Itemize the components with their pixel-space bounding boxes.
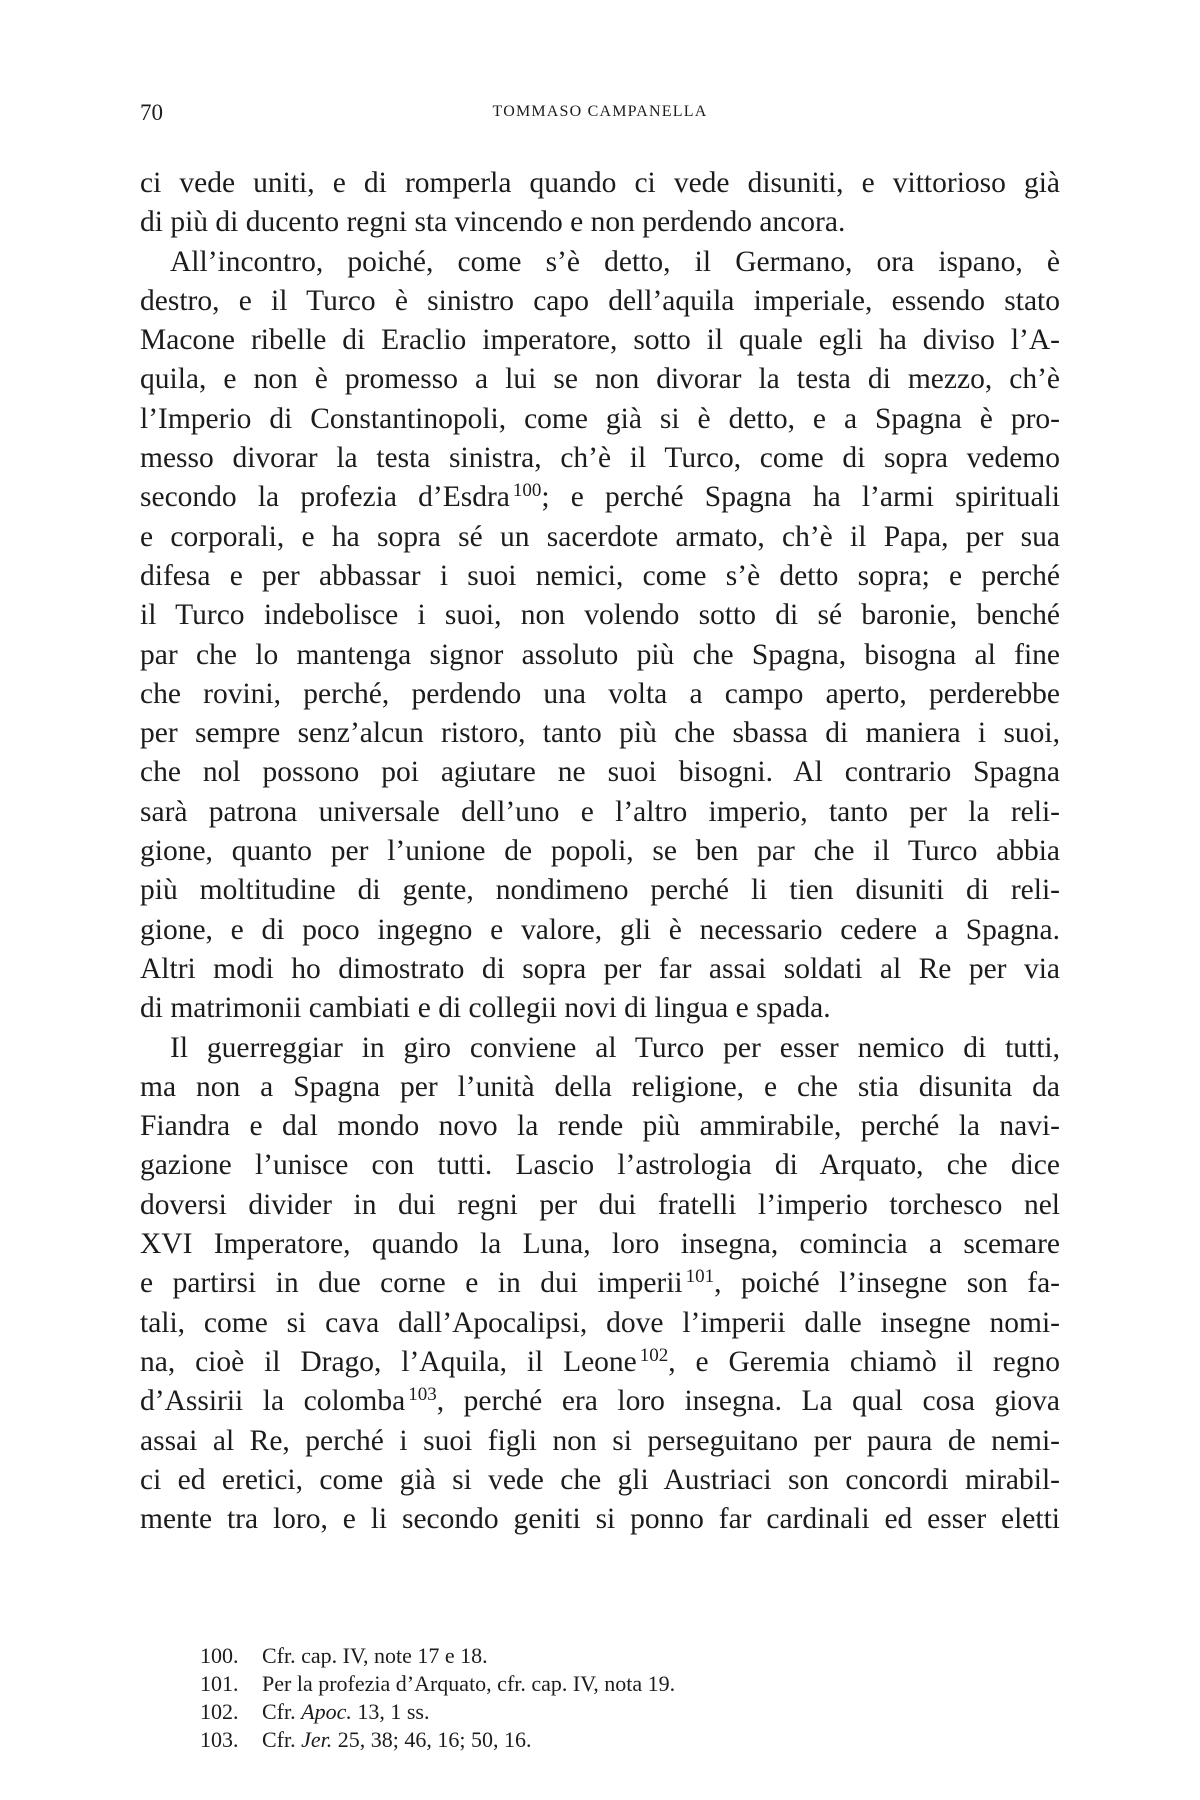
text-line: ma non a Spagna per l’unità della religione, e che stia disunita da xyxy=(140,1070,1060,1103)
footnote-text: Cfr. cap. IV, note 17 e 18. xyxy=(262,1643,488,1668)
footnote-number: 100. xyxy=(200,1643,239,1668)
text-segment: na, cioè il Drago, l’Aquila, il Leone xyxy=(140,1345,637,1378)
text-line: Macone ribelle di Eraclio imperatore, sotto il quale egli ha diviso l’A- xyxy=(140,324,1060,357)
page-number: 70 xyxy=(140,100,163,125)
text-line: ci vede uniti, e di romperla quando ci vede disuniti, e vittorioso già xyxy=(140,167,1060,199)
text-line: XVI Imperatore, quando la Luna, loro insegna, comincia a scemare xyxy=(140,1228,1060,1261)
footnote xyxy=(200,1726,1060,1754)
text-line: che rovini, perché, perdendo una volta a campo aperto, perderebbe xyxy=(140,677,1060,710)
footnote xyxy=(200,1642,1060,1670)
footnote-text: Per la profezia d’Arquato, cfr. cap. IV, nota 19. xyxy=(262,1671,676,1696)
text-line: che nol possono poi agiutare ne suoi bisogni. Al contrario Spagna xyxy=(140,756,1060,789)
text-segment: ; e perché Spagna ha l’armi spirituali xyxy=(541,481,1060,514)
text-line: assai al Re, perché i suoi figli non si perseguitano per paura de nemi- xyxy=(140,1424,1060,1457)
text-segment: , perché era loro insegna. La qual cosa giova xyxy=(436,1385,1061,1418)
text-line: All’incontro, poiché, come s’è detto, il Germano, ora ispano, è xyxy=(170,245,1060,278)
text-line: gione, e di poco ingegno e valore, gli è necessario cedere a Spagna. xyxy=(140,913,1060,946)
text-line: ci ed eretici, come già si vede che gli Austriaci son concordi mirabil- xyxy=(140,1463,1060,1496)
footnote-number: 103. xyxy=(200,1727,239,1752)
text-line: e corporali, e ha sopra sé un sacerdote armato, ch’è il Papa, per sua xyxy=(140,520,1060,553)
text-line: gione, quanto per l’unione de popoli, se ben par che il Turco abbia xyxy=(140,835,1060,868)
text-line: Il guerreggiar in giro conviene al Turco per esser nemico di tutti, xyxy=(170,1031,1060,1064)
text-line: tali, come si cava dall’Apocalipsi, dove l’imperii dalle insegne nomi- xyxy=(140,1306,1060,1339)
text-segment: d’Assirii la colomba xyxy=(140,1385,406,1418)
text-line: mente tra loro, e li secondo geniti si ponno far cardinali ed esser eletti xyxy=(140,1503,1060,1536)
footnote-reference: 103 xyxy=(408,1384,437,1406)
running-title: TOMMASO CAMPANELLA xyxy=(492,103,708,120)
text-line: difesa e per abbassar i suoi nemici, come s’è detto sopra; e perché xyxy=(140,559,1060,592)
text-line: più moltitudine di gente, nondimeno perché li tien disuniti di reli- xyxy=(140,874,1060,907)
text-line: per sempre senz’alcun ristoro, tanto più che sbassa di maniera i suoi, xyxy=(140,717,1060,750)
text-line: di matrimonii cambiati e di collegii novi di lingua e spada. xyxy=(140,992,831,1025)
text-line xyxy=(140,1264,1060,1303)
footnote-text: 13, 1 ss. xyxy=(351,1699,430,1724)
footnote-text: 25, 38; 46, 16; 50, 16. xyxy=(332,1727,532,1752)
text-line: sarà patrona universale dell’uno e l’altro imperio, tanto per la reli- xyxy=(140,795,1060,828)
footnote-number: 101. xyxy=(200,1671,239,1696)
text-line: quila, e non è promesso a lui se non divorar la testa di mezzo, ch’è xyxy=(140,363,1060,396)
text-line: il Turco indebolisce i suoi, non volendo sotto di sé baronie, benché xyxy=(140,599,1060,632)
footnote-reference: 100 xyxy=(512,480,542,502)
text-line: Fiandra e dal mondo novo la rende più ammirabile, perché la navi- xyxy=(140,1110,1060,1143)
footnote-text: Cfr. xyxy=(262,1727,302,1752)
text-line xyxy=(140,1343,1060,1382)
text-line: destro, e il Turco è sinistro capo dell’aquila imperiale, essendo stato xyxy=(140,284,1060,317)
text-line: messo divorar la testa sinistra, ch’è il Turco, come di sopra vedemo xyxy=(140,442,1060,475)
text-segment: e partirsi in due corne e in dui imperii xyxy=(140,1267,683,1300)
footnotes xyxy=(200,1642,1060,1754)
footnote xyxy=(200,1698,1060,1726)
text-line: l’Imperio di Constantinopoli, come già si è detto, e a Spagna è pro- xyxy=(140,402,1060,435)
footnote xyxy=(200,1670,1060,1698)
text-segment: , e Geremia chiamò il regno xyxy=(668,1345,1060,1378)
text-line: doversi divider in dui regni per dui fratelli l’imperio torchesco nel xyxy=(140,1188,1060,1221)
footnote-source-title: Jer. xyxy=(301,1727,333,1752)
footnote-reference: 102 xyxy=(639,1344,669,1366)
footnote-number: 102. xyxy=(200,1699,239,1724)
text-segment: , poiché l’insegne son fa- xyxy=(714,1267,1060,1300)
footnote-text: Cfr. xyxy=(262,1699,302,1724)
text-line xyxy=(140,478,1060,517)
text-line: gazione l’unisce con tutti. Lascio l’astrologia di Arquato, che dice xyxy=(140,1149,1060,1182)
text-line xyxy=(140,1382,1060,1421)
text-line: par che lo mantenga signor assoluto più che Spagna, bisogna al fine xyxy=(140,638,1060,671)
body-text xyxy=(140,164,1060,1539)
footnote-reference: 101 xyxy=(685,1266,715,1288)
running-head xyxy=(140,100,1060,130)
text-line: di più di ducento regni sta vincendo e non perdendo ancora. xyxy=(140,206,846,239)
footnote-source-title: Apoc. xyxy=(301,1699,352,1724)
text-segment: secondo la profezia d’Esdra xyxy=(140,481,510,514)
text-line: Altri modi ho dimostrato di sopra per far assai soldati al Re per via xyxy=(140,952,1060,985)
